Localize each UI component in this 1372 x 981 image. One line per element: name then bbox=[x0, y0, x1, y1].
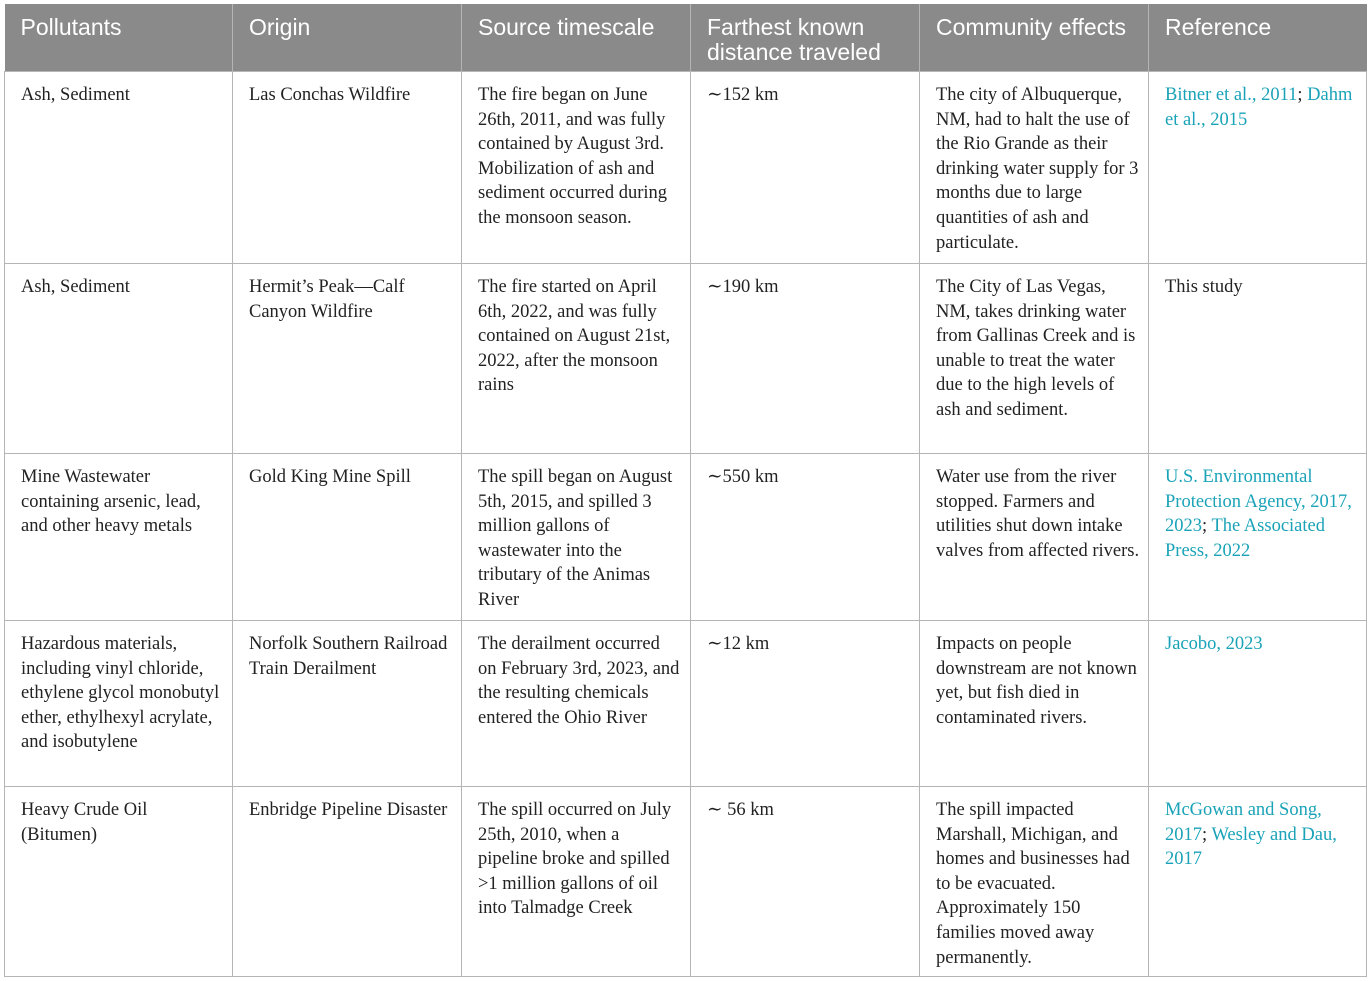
reference-separator: ; bbox=[1202, 824, 1212, 845]
reference-link[interactable]: The Associated Press, 2022 bbox=[1165, 516, 1325, 561]
cell-timescale: The fire started on April 6th, 2022, and was fully contained on August 21st, 2022, after the monsoon rains bbox=[462, 264, 691, 454]
reference-separator: ; bbox=[1297, 85, 1308, 105]
cell-pollutants: Ash, Sediment bbox=[5, 72, 233, 264]
header-pollutants: Pollutants bbox=[5, 4, 233, 72]
cell-origin: Gold King Mine Spill bbox=[233, 454, 462, 621]
reference-link[interactable]: McGowan and Song, 2017 bbox=[1165, 800, 1322, 845]
cell-reference bbox=[1149, 787, 1367, 977]
cell-pollutants: Ash, Sediment bbox=[5, 264, 233, 454]
reference-link[interactable]: Bitner et al., 2011 bbox=[1165, 85, 1298, 105]
pollutant-events-table bbox=[4, 4, 1367, 977]
cell-reference bbox=[1149, 621, 1367, 787]
cell-distance: ∼12 km bbox=[691, 621, 920, 787]
table-row bbox=[5, 787, 1367, 977]
header-reference: Reference bbox=[1149, 4, 1367, 72]
header-farthest-distance: Farthest known distance traveled bbox=[691, 4, 920, 72]
cell-distance: ∼550 km bbox=[691, 454, 920, 621]
table-row bbox=[5, 72, 1367, 264]
table-header bbox=[5, 4, 1367, 72]
table-body bbox=[5, 72, 1367, 977]
cell-pollutants: Hazardous materials, including vinyl chloride, ethylene glycol monobutyl ether, ethylhexyl acrylate, and isobutylene bbox=[5, 621, 233, 787]
cell-distance: ∼190 km bbox=[691, 264, 920, 454]
cell-pollutants: Mine Wastewater containing arsenic, lead, and other heavy metals bbox=[5, 454, 233, 621]
cell-effects: The City of Las Vegas, NM, takes drinking water from Gallinas Creek and is unable to treat the water due to the high levels of ash and sediment. bbox=[920, 264, 1149, 454]
header-source-timescale: Source timescale bbox=[462, 4, 691, 72]
reference-link[interactable]: Jacobo, 2023 bbox=[1165, 634, 1263, 654]
reference-link[interactable]: Wesley and Dau, 2017 bbox=[1165, 824, 1337, 870]
cell-origin: Las Conchas Wildfire bbox=[233, 72, 462, 264]
cell-reference bbox=[1149, 454, 1367, 621]
cell-pollutants: Heavy Crude Oil (Bitumen) bbox=[5, 787, 233, 977]
cell-origin: Enbridge Pipeline Disaster bbox=[233, 787, 462, 977]
cell-effects: Water use from the river stopped. Farmers and utilities shut down intake valves from affected rivers. bbox=[920, 454, 1149, 621]
header-row bbox=[5, 4, 1367, 72]
header-origin: Origin bbox=[233, 4, 462, 72]
cell-reference: This study bbox=[1149, 264, 1367, 454]
cell-distance: ∼152 km bbox=[691, 72, 920, 264]
table-row bbox=[5, 621, 1367, 787]
header-community-effects: Community effects bbox=[920, 4, 1149, 72]
cell-effects: Impacts on people downstream are not known yet, but fish died in contaminated rivers. bbox=[920, 621, 1149, 787]
table-row bbox=[5, 454, 1367, 621]
cell-timescale: The fire began on June 26th, 2011, and was fully contained by August 3rd. Mobilization of ash and sediment occurred during the monsoon season. bbox=[462, 72, 691, 264]
cell-effects: The spill impacted Marshall, Michigan, and homes and businesses had to be evacuated. Approximately 150 families moved away permanently. bbox=[920, 787, 1149, 977]
cell-timescale: The spill began on August 5th, 2015, and spilled 3 million gallons of wastewater into the tributary of the Animas River bbox=[462, 454, 691, 621]
reference-link[interactable]: U.S. Environmental Protection Agency, 2017, 2023 bbox=[1165, 467, 1352, 537]
reference-separator: ; bbox=[1202, 516, 1212, 537]
cell-timescale: The spill occurred on July 25th, 2010, when a pipeline broke and spilled >1 million gallons of oil into Talmadge Creek bbox=[462, 787, 691, 977]
cell-timescale: The derailment occurred on February 3rd, 2023, and the resulting chemicals entered the Ohio River bbox=[462, 621, 691, 787]
cell-reference bbox=[1149, 72, 1367, 264]
reference-link[interactable]: Dahm et al., 2015 bbox=[1165, 85, 1353, 130]
cell-effects: The city of Albuquerque, NM, had to halt the use of the Rio Grande as their drinking water supply for 3 months due to large quantities of ash and particulate. bbox=[920, 72, 1149, 264]
cell-origin: Hermit’s Peak—Calf Canyon Wildfire bbox=[233, 264, 462, 454]
cell-origin: Norfolk Southern Railroad Train Derailment bbox=[233, 621, 462, 787]
cell-distance: ∼ 56 km bbox=[691, 787, 920, 977]
table-row bbox=[5, 264, 1367, 454]
